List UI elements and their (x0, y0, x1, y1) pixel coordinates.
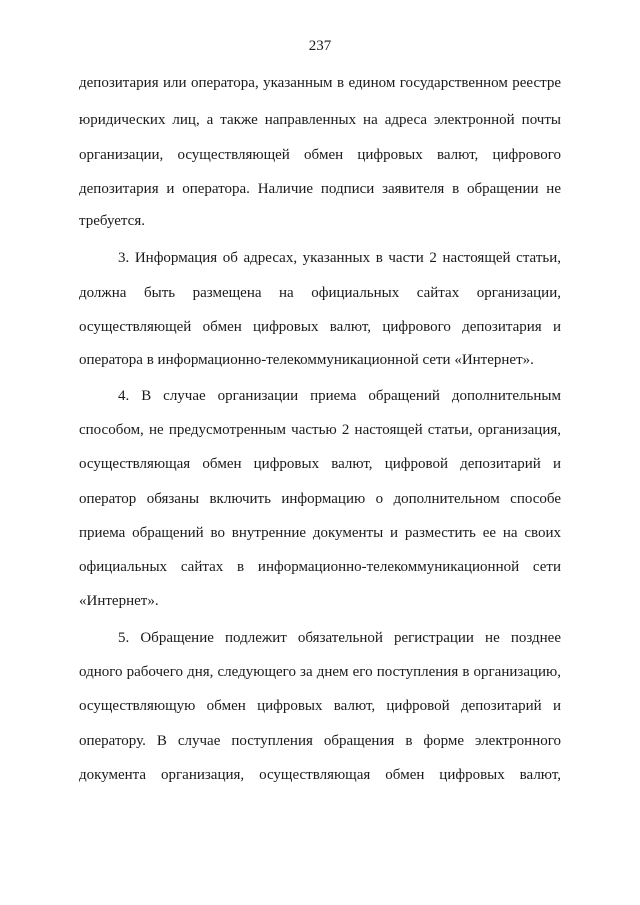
text-line: оператор обязаны включить информацию о дополнительном способе (79, 491, 561, 507)
text-line: официальных сайтах в информационно-телекоммуникационной сети (79, 559, 561, 575)
paragraph-start-line: 3. Информация об адресах, указанных в части 2 настоящей статьи, (118, 250, 561, 266)
text-line: организации, осуществляющей обмен цифровых валют, цифрового (79, 147, 561, 163)
text-line: осуществляющая обмен цифровых валют, цифровой депозитарий и (79, 456, 561, 472)
paragraph-start-line: 5. Обращение подлежит обязательной регистрации не позднее (118, 630, 561, 646)
text-line: приема обращений во внутренние документы и разместить ее на своих (79, 525, 561, 541)
text-line: требуется. (79, 213, 145, 229)
page-number: 237 (308, 38, 332, 54)
text-line: оператора в информационно-телекоммуникационной сети «Интернет». (79, 352, 534, 368)
text-line: оператору. В случае поступления обращения в форме электронного (79, 733, 561, 749)
text-line: документа организация, осуществляющая обмен цифровых валют, (79, 767, 561, 783)
text-line: осуществляющую обмен цифровых валют, цифровой депозитарий и (79, 698, 561, 714)
text-line: осуществляющей обмен цифровых валют, цифрового депозитария и (79, 319, 561, 335)
paragraph-start-line: 4. В случае организации приема обращений дополнительным (118, 388, 561, 404)
text-line: депозитария и оператора. Наличие подписи заявителя в обращении не (79, 181, 561, 197)
text-line: одного рабочего дня, следующего за днем его поступления в организацию, (79, 664, 561, 680)
text-line: способом, не предусмотренным частью 2 настоящей статьи, организация, (79, 422, 561, 438)
text-line: должна быть размещена на официальных сайтах организации, (79, 285, 561, 301)
text-line: юридических лиц, а также направленных на адреса электронной почты (79, 112, 561, 128)
text-line: «Интернет». (79, 593, 159, 609)
text-line: депозитария или оператора, указанным в едином государственном реестре (79, 75, 561, 91)
